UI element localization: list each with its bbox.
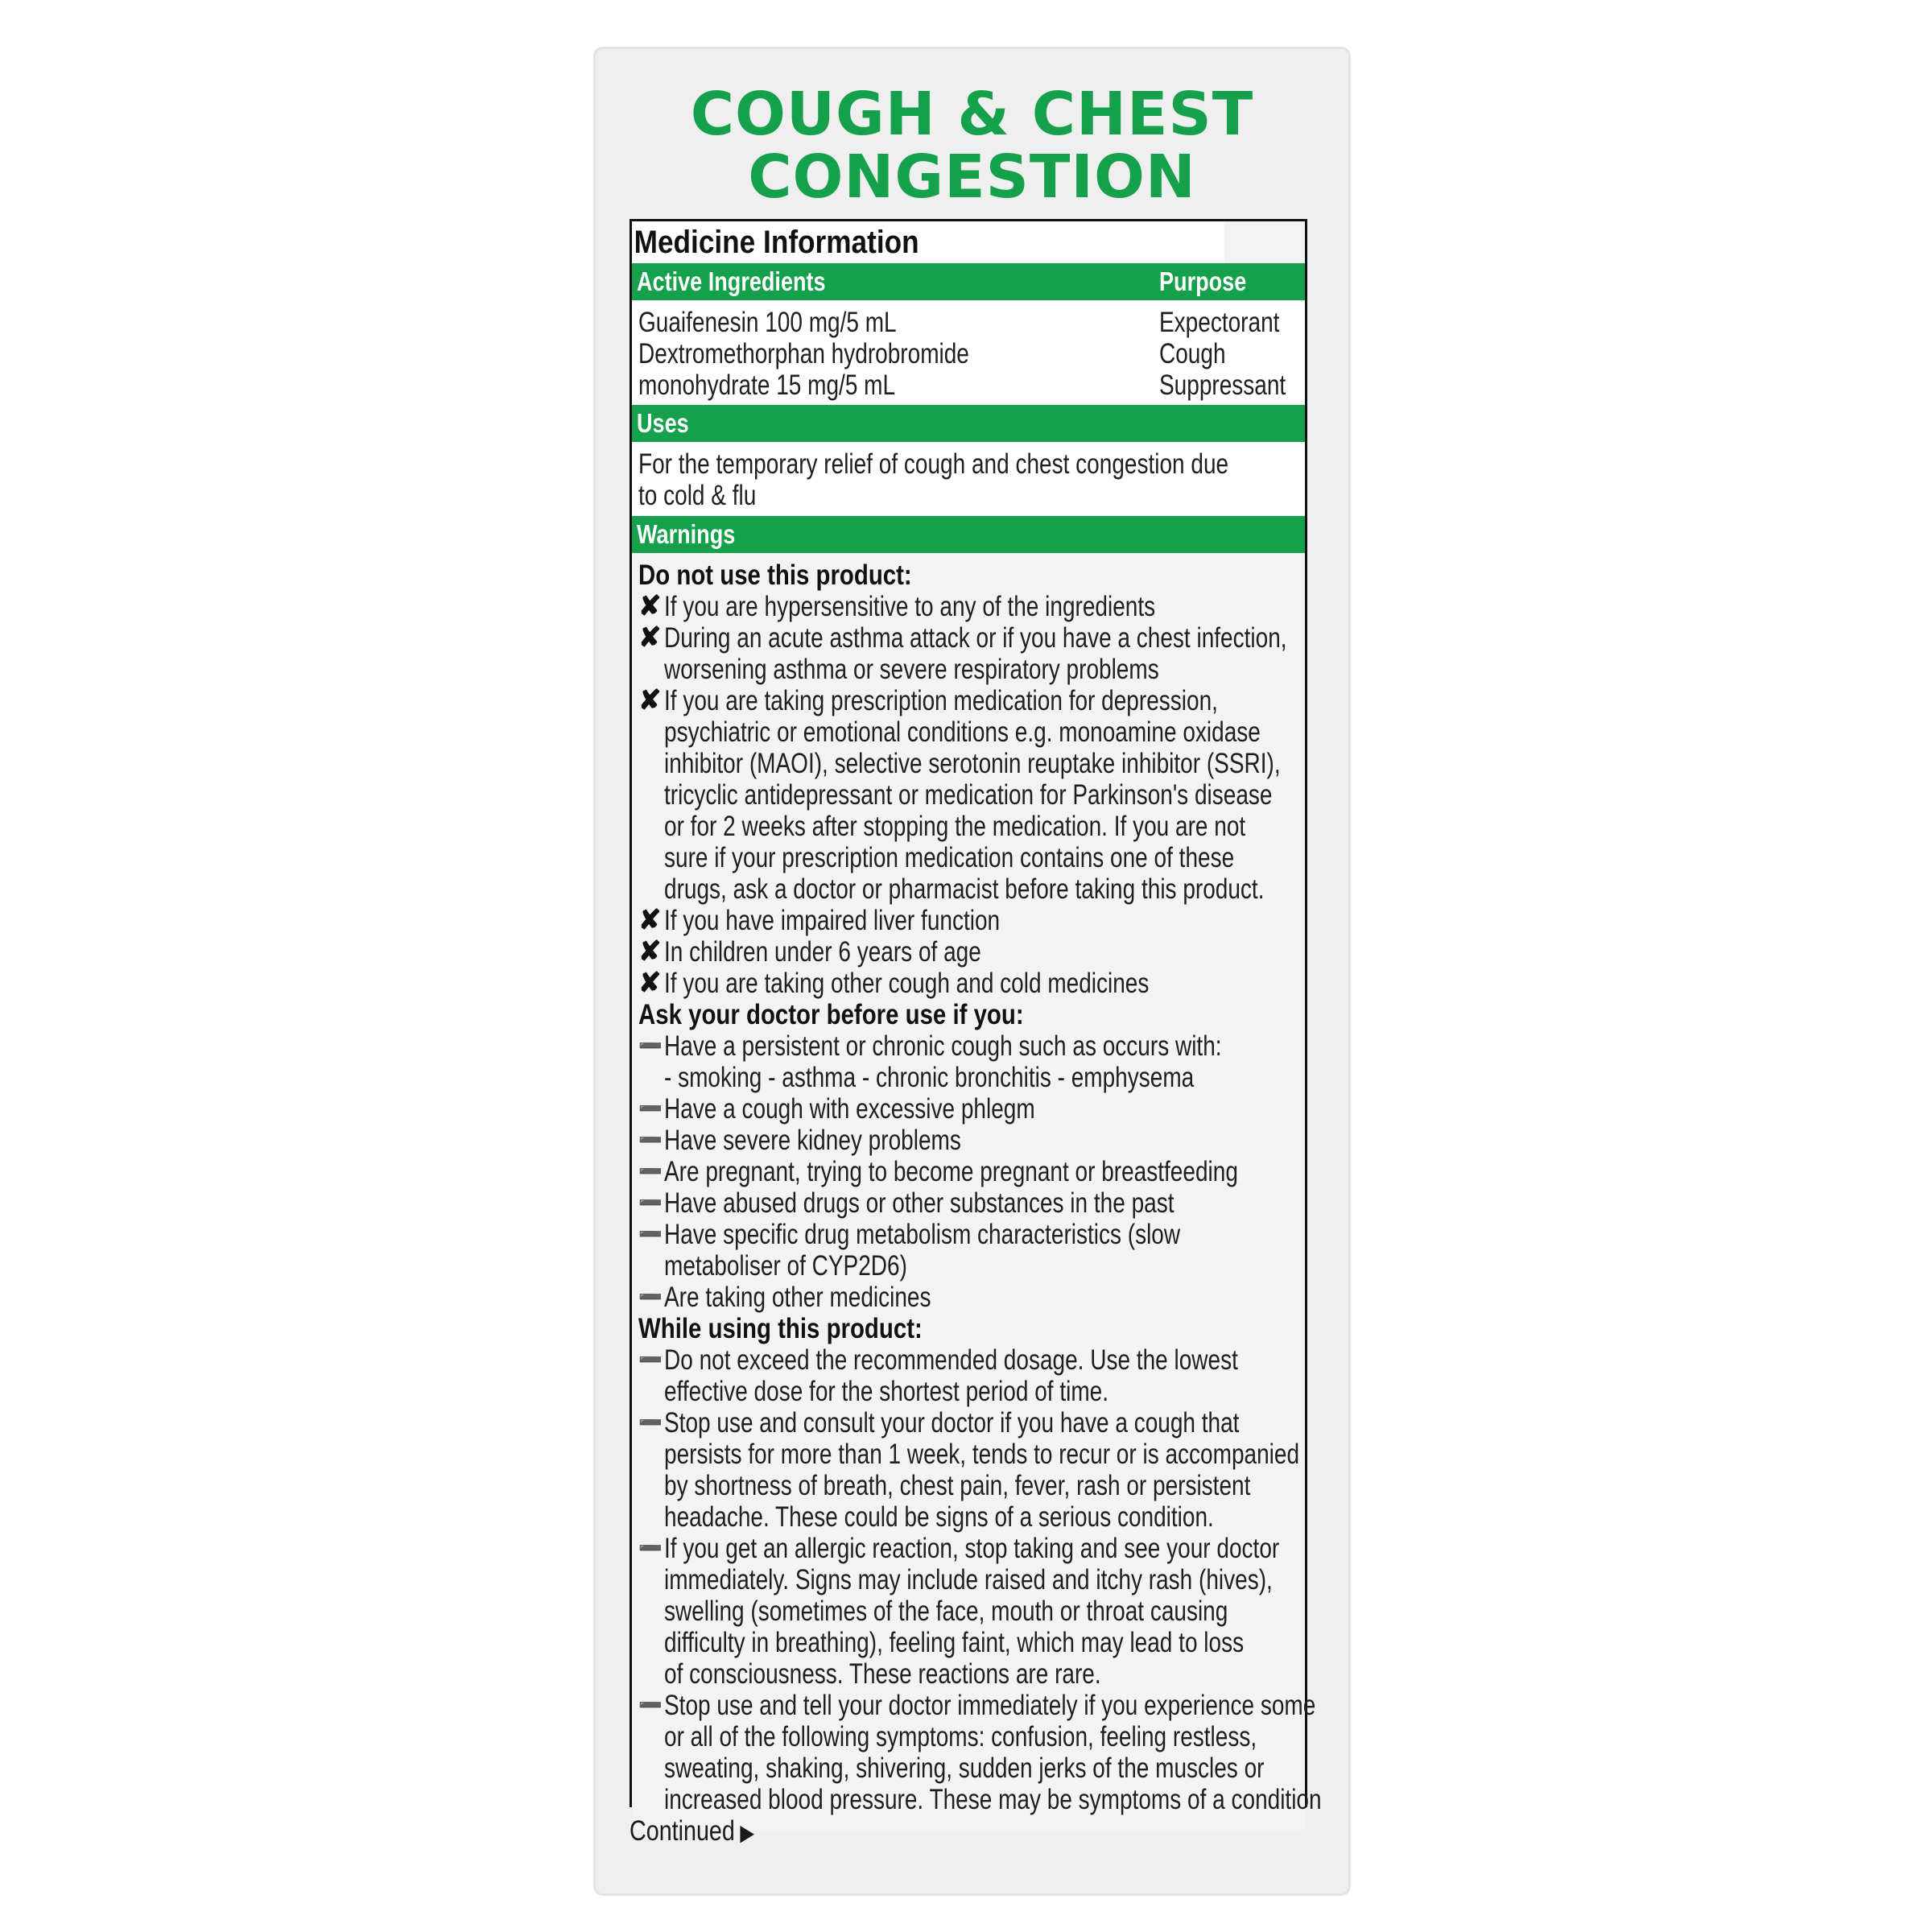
dash-bullet-icon: ➖ — [638, 1286, 663, 1308]
warning-item-line: increased blood pressure. These may be symptoms of a condition — [664, 1784, 1322, 1815]
do-not_use-heading: Do not use this product: — [638, 559, 912, 591]
warnings-header: Warnings — [637, 519, 736, 549]
warning-item-line: Have a cough with excessive phlegm — [664, 1093, 1035, 1125]
dash-bullet-icon: ➖ — [638, 1412, 663, 1434]
warning-item-line: If you are taking other cough and cold medicines — [664, 968, 1150, 999]
warning-item-line: During an acute asthma attack or if you have a chest infection, — [664, 622, 1287, 654]
label-panel — [593, 47, 1351, 1896]
warning-item-line: - smoking - asthma - chronic bronchitis - emphysema — [664, 1062, 1195, 1093]
warning-item-line: effective dose for the shortest period of time. — [664, 1376, 1109, 1407]
dash-bullet-icon: ➖ — [638, 1129, 663, 1151]
dash-bullet-icon: ➖ — [638, 1161, 663, 1183]
dash-bullet-icon: ➖ — [638, 1349, 663, 1371]
continued-note — [630, 1815, 754, 1848]
box-heading: Medicine Information — [632, 221, 1224, 263]
warnings-band — [632, 516, 1305, 553]
warning-item-line: If you are taking prescription medication for depression, — [664, 685, 1218, 716]
warning-item-line: If you get an allergic reaction, stop taking and see your doctor — [664, 1533, 1280, 1564]
warning-item-line: persists for more than 1 week, tends to recur or is accompanied — [664, 1439, 1300, 1470]
warning-item-line: Do not exceed the recommended dosage. Use the lowest — [664, 1344, 1238, 1376]
warning-item-line: by shortness of breath, chest pain, fever, rash or persistent — [664, 1470, 1251, 1501]
active-ingredients-band — [632, 263, 1305, 300]
ingredient-line: monohydrate 15 mg/5 mL — [638, 369, 896, 401]
while-using-heading: While using this product: — [638, 1313, 923, 1344]
warning-item-line: Are pregnant, trying to become pregnant or breastfeeding — [664, 1156, 1238, 1187]
x-mark-icon: ✘ — [638, 622, 662, 653]
warning-item-line: worsening asthma or severe respiratory problems — [664, 654, 1159, 685]
x-mark-icon: ✘ — [638, 936, 662, 967]
active-ingredients-body — [632, 300, 1305, 405]
active-ingredients-header: Active Ingredients — [637, 266, 826, 296]
warnings-body — [632, 553, 1322, 1830]
warning-item-line: or all of the following symptoms: confusion, feeling restless, — [664, 1721, 1257, 1752]
product-title — [596, 80, 1348, 212]
dash-bullet-icon: ➖ — [638, 1695, 663, 1716]
x-mark-icon: ✘ — [638, 591, 662, 621]
dash-bullet-icon: ➖ — [638, 1192, 663, 1214]
warning-item-line: If you have impaired liver function — [664, 905, 1001, 936]
warning-item-line: Have severe kidney problems — [664, 1125, 961, 1156]
uses-band — [632, 405, 1305, 442]
purpose-line: Expectorant — [1159, 307, 1280, 338]
warning-item-line: Have specific drug metabolism characteristics (slow — [664, 1219, 1181, 1250]
title-line-2: CONGESTION — [748, 142, 1196, 212]
title-line-1: COUGH & CHEST — [690, 80, 1254, 149]
warning-item-line: Stop use and consult your doctor if you have a cough that — [664, 1407, 1240, 1439]
warning-item-line: sweating, shaking, shivering, sudden jerks of the muscles or — [664, 1752, 1265, 1784]
warning-item-line: drugs, ask a doctor or pharmacist before taking this product. — [664, 873, 1265, 905]
warning-item-line: inhibitor (MAOI), selective serotonin reuptake inhibitor (SSRI), — [664, 748, 1281, 779]
continued-text: Continued — [630, 1815, 735, 1847]
warning-item-line: or for 2 weeks after stopping the medication. If you are not — [664, 811, 1246, 842]
warning-item-line: Have a persistent or chronic cough such as occurs with: — [664, 1030, 1222, 1062]
x-mark-icon: ✘ — [638, 685, 662, 716]
warning-item-line: Have abused drugs or other substances in the past — [664, 1187, 1174, 1219]
purpose-header: Purpose — [1159, 266, 1247, 296]
purpose-line: Suppressant — [1159, 369, 1286, 401]
dash-bullet-icon: ➖ — [638, 1035, 663, 1057]
dash-bullet-icon: ➖ — [638, 1224, 663, 1245]
uses-line: to cold & flu — [638, 480, 757, 511]
ingredient-line: Guaifenesin 100 mg/5 mL — [638, 307, 897, 338]
warning-item-line: headache. These could be signs of a serious condition. — [664, 1501, 1214, 1533]
uses-header: Uses — [637, 408, 689, 438]
warning-item-line: of consciousness. These reactions are rare. — [664, 1658, 1101, 1690]
ingredient-line: Dextromethorphan hydrobromide — [638, 338, 969, 369]
warning-item-line: If you are hypersensitive to any of the ingredients — [664, 591, 1156, 622]
warning-item-line: psychiatric or emotional conditions e.g. monoamine oxidase — [664, 716, 1261, 748]
purpose-line: Cough — [1159, 338, 1226, 369]
uses-body — [632, 442, 1305, 516]
warning-item-line: Are taking other medicines — [664, 1282, 931, 1313]
warning-item-line: In children under 6 years of age — [664, 936, 981, 968]
dash-bullet-icon: ➖ — [638, 1538, 663, 1559]
ask-doctor-heading: Ask your doctor before use if you: — [638, 999, 1024, 1030]
warning-item-line: metaboliser of CYP2D6) — [664, 1250, 907, 1282]
medicine-information-box — [630, 219, 1322, 1815]
warning-item-line: immediately. Signs may include raised and itchy rash (hives), — [664, 1564, 1273, 1596]
dash-bullet-icon: ➖ — [638, 1098, 663, 1120]
warning-item-line: swelling (sometimes of the face, mouth or throat causing — [664, 1596, 1228, 1627]
warning-item-line: sure if your prescription medication contains one of these — [664, 842, 1235, 873]
continued-arrow-icon: ▶ — [740, 1820, 755, 1845]
uses-line: For the temporary relief of cough and chest congestion due — [638, 448, 1229, 480]
x-mark-icon: ✘ — [638, 905, 662, 935]
warning-item-line: tricyclic antidepressant or medication for Parkinson's disease — [664, 779, 1273, 811]
x-mark-icon: ✘ — [638, 968, 662, 998]
warning-item-line: Stop use and tell your doctor immediately if you experience some — [664, 1690, 1316, 1721]
warning-item-line: difficulty in breathing), feeling faint, which may lead to loss — [664, 1627, 1245, 1658]
